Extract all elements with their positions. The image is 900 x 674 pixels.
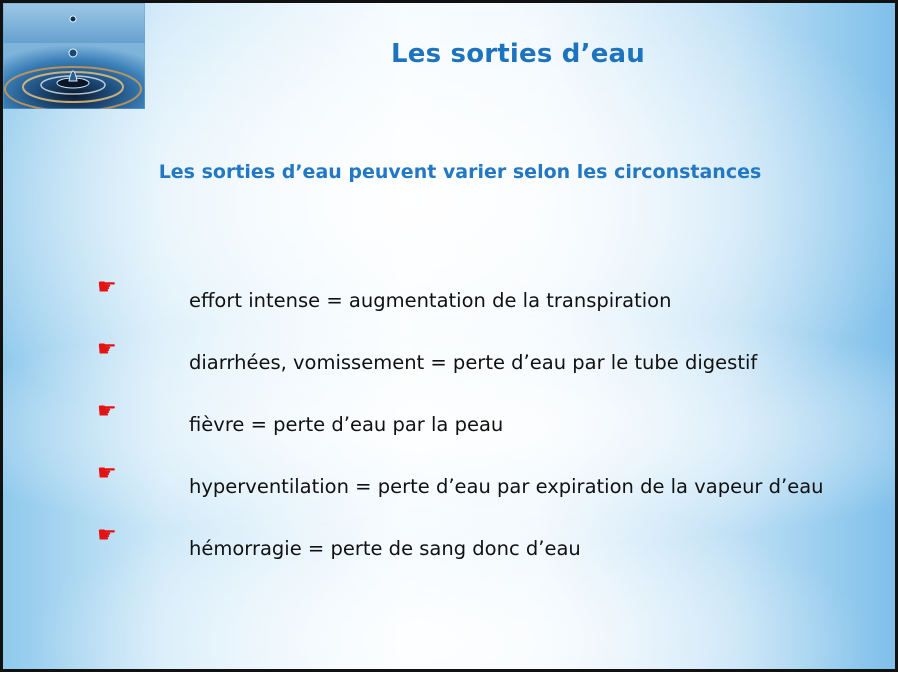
list-item-text: hyperventilation = perte d’eau par expiration de la vapeur d’eau [189,475,824,498]
slide-title: Les sorties d’eau [391,39,645,69]
pointing-hand-icon: ☛ [97,275,117,300]
pointing-hand-icon: ☛ [97,461,117,486]
pointing-hand-icon: ☛ [97,399,117,424]
slide-subtitle: Les sorties d’eau peuvent varier selon les circonstances [158,161,762,183]
water-drop-image [3,3,145,109]
list-item-text: hémorragie = perte de sang donc d’eau [189,537,581,560]
list-item-text: fièvre = perte d’eau par la peau [189,413,504,436]
pointing-hand-icon: ☛ [97,523,117,548]
water-drop-photo [3,3,145,109]
pointing-hand-icon: ☛ [97,337,117,362]
list-item-text: diarrhées, vomissement = perte d’eau par le tube digestif [189,351,758,374]
list-item-text: effort intense = augmentation de la transpiration [189,289,672,312]
